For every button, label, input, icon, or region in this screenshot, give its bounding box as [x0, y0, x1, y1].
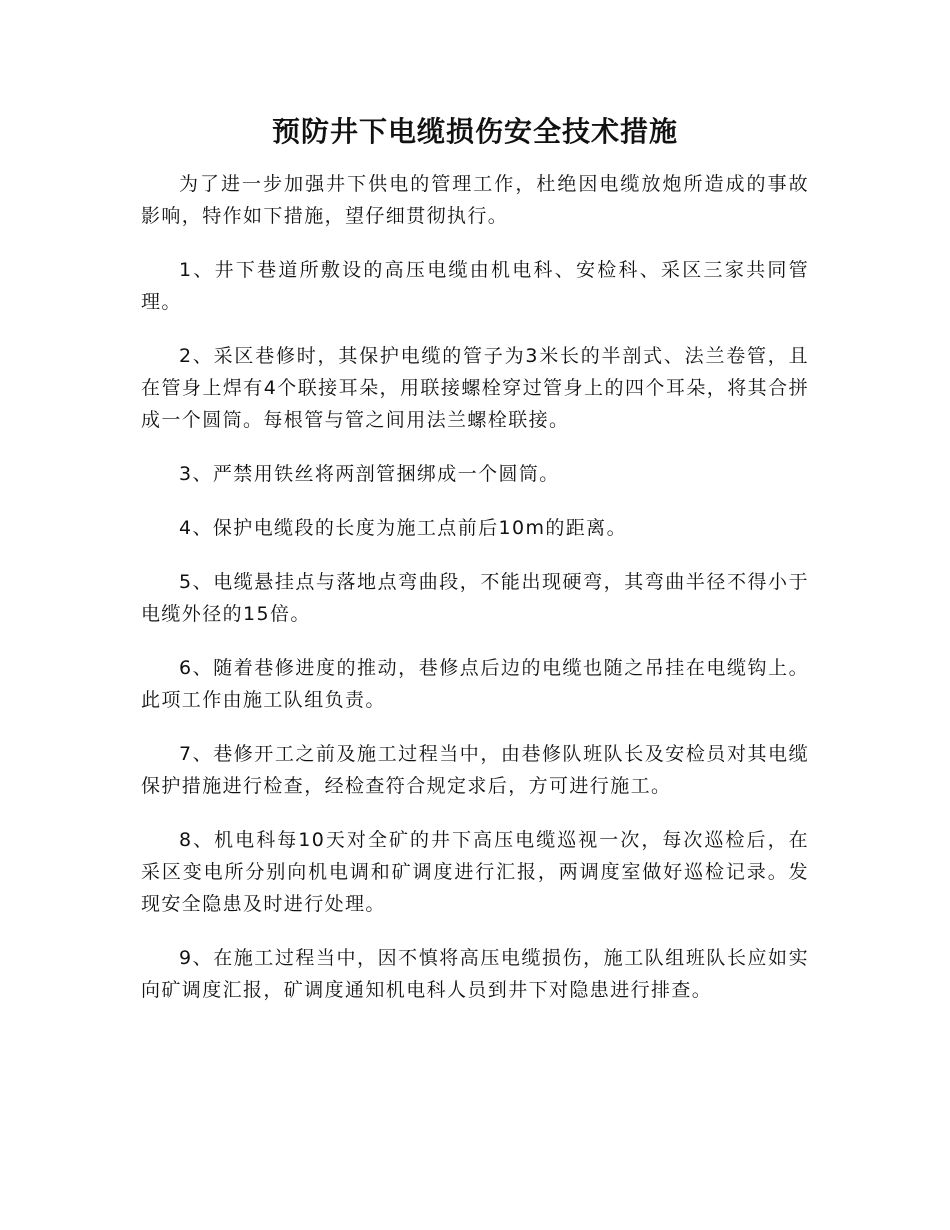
measure-paragraph-6: 6、随着巷修进度的推动，巷修点后边的电缆也随之吊挂在电缆钩上。此项工作由施工队组负责。	[141, 657, 809, 711]
measure-paragraph-2: 2、采区巷修时，其保护电缆的管子为3米长的半剖式、法兰卷管，且在管身上焊有4个联接耳朵，用联接螺栓穿过管身上的四个耳朵，将其合拼成一个圆筒。每根管与管之间用法兰螺栓联接。	[141, 345, 809, 431]
measure-paragraph-1: 1、井下巷道所敷设的高压电缆由机电科、安检科、采区三家共同管理。	[141, 259, 809, 313]
intro-paragraph: 为了进一步加强井下供电的管理工作，杜绝因电缆放炮所造成的事故影响，特作如下措施，望仔细贯彻执行。	[141, 173, 809, 227]
document-title: 预防井下电缆损伤安全技术措施	[271, 115, 678, 148]
document-body	[141, 168, 809, 1028]
measure-paragraph-5: 5、电缆悬挂点与落地点弯曲段，不能出现硬弯，其弯曲半径不得小于电缆外径的15倍。	[141, 571, 809, 625]
measure-paragraph-9: 9、在施工过程当中，因不慎将高压电缆损伤，施工队组班队长应如实向矿调度汇报，矿调度通知机电科人员到井下对隐患进行排查。	[141, 947, 809, 1001]
measure-paragraph-3: 3、严禁用铁丝将两剖管捆绑成一个圆筒。	[179, 463, 560, 485]
measure-paragraph-4: 4、保护电缆段的长度为施工点前后10m的距离。	[179, 517, 627, 539]
measure-paragraph-7: 7、巷修开工之前及施工过程当中，由巷修队班队长及安检员对其电缆保护措施进行检查，经检查符合规定求后，方可进行施工。	[141, 743, 809, 797]
measure-paragraph-8: 8、机电科每10天对全矿的井下高压电缆巡视一次，每次巡检后，在采区变电所分别向机电调和矿调度进行汇报，两调度室做好巡检记录。发现安全隐患及时进行处理。	[141, 829, 809, 915]
